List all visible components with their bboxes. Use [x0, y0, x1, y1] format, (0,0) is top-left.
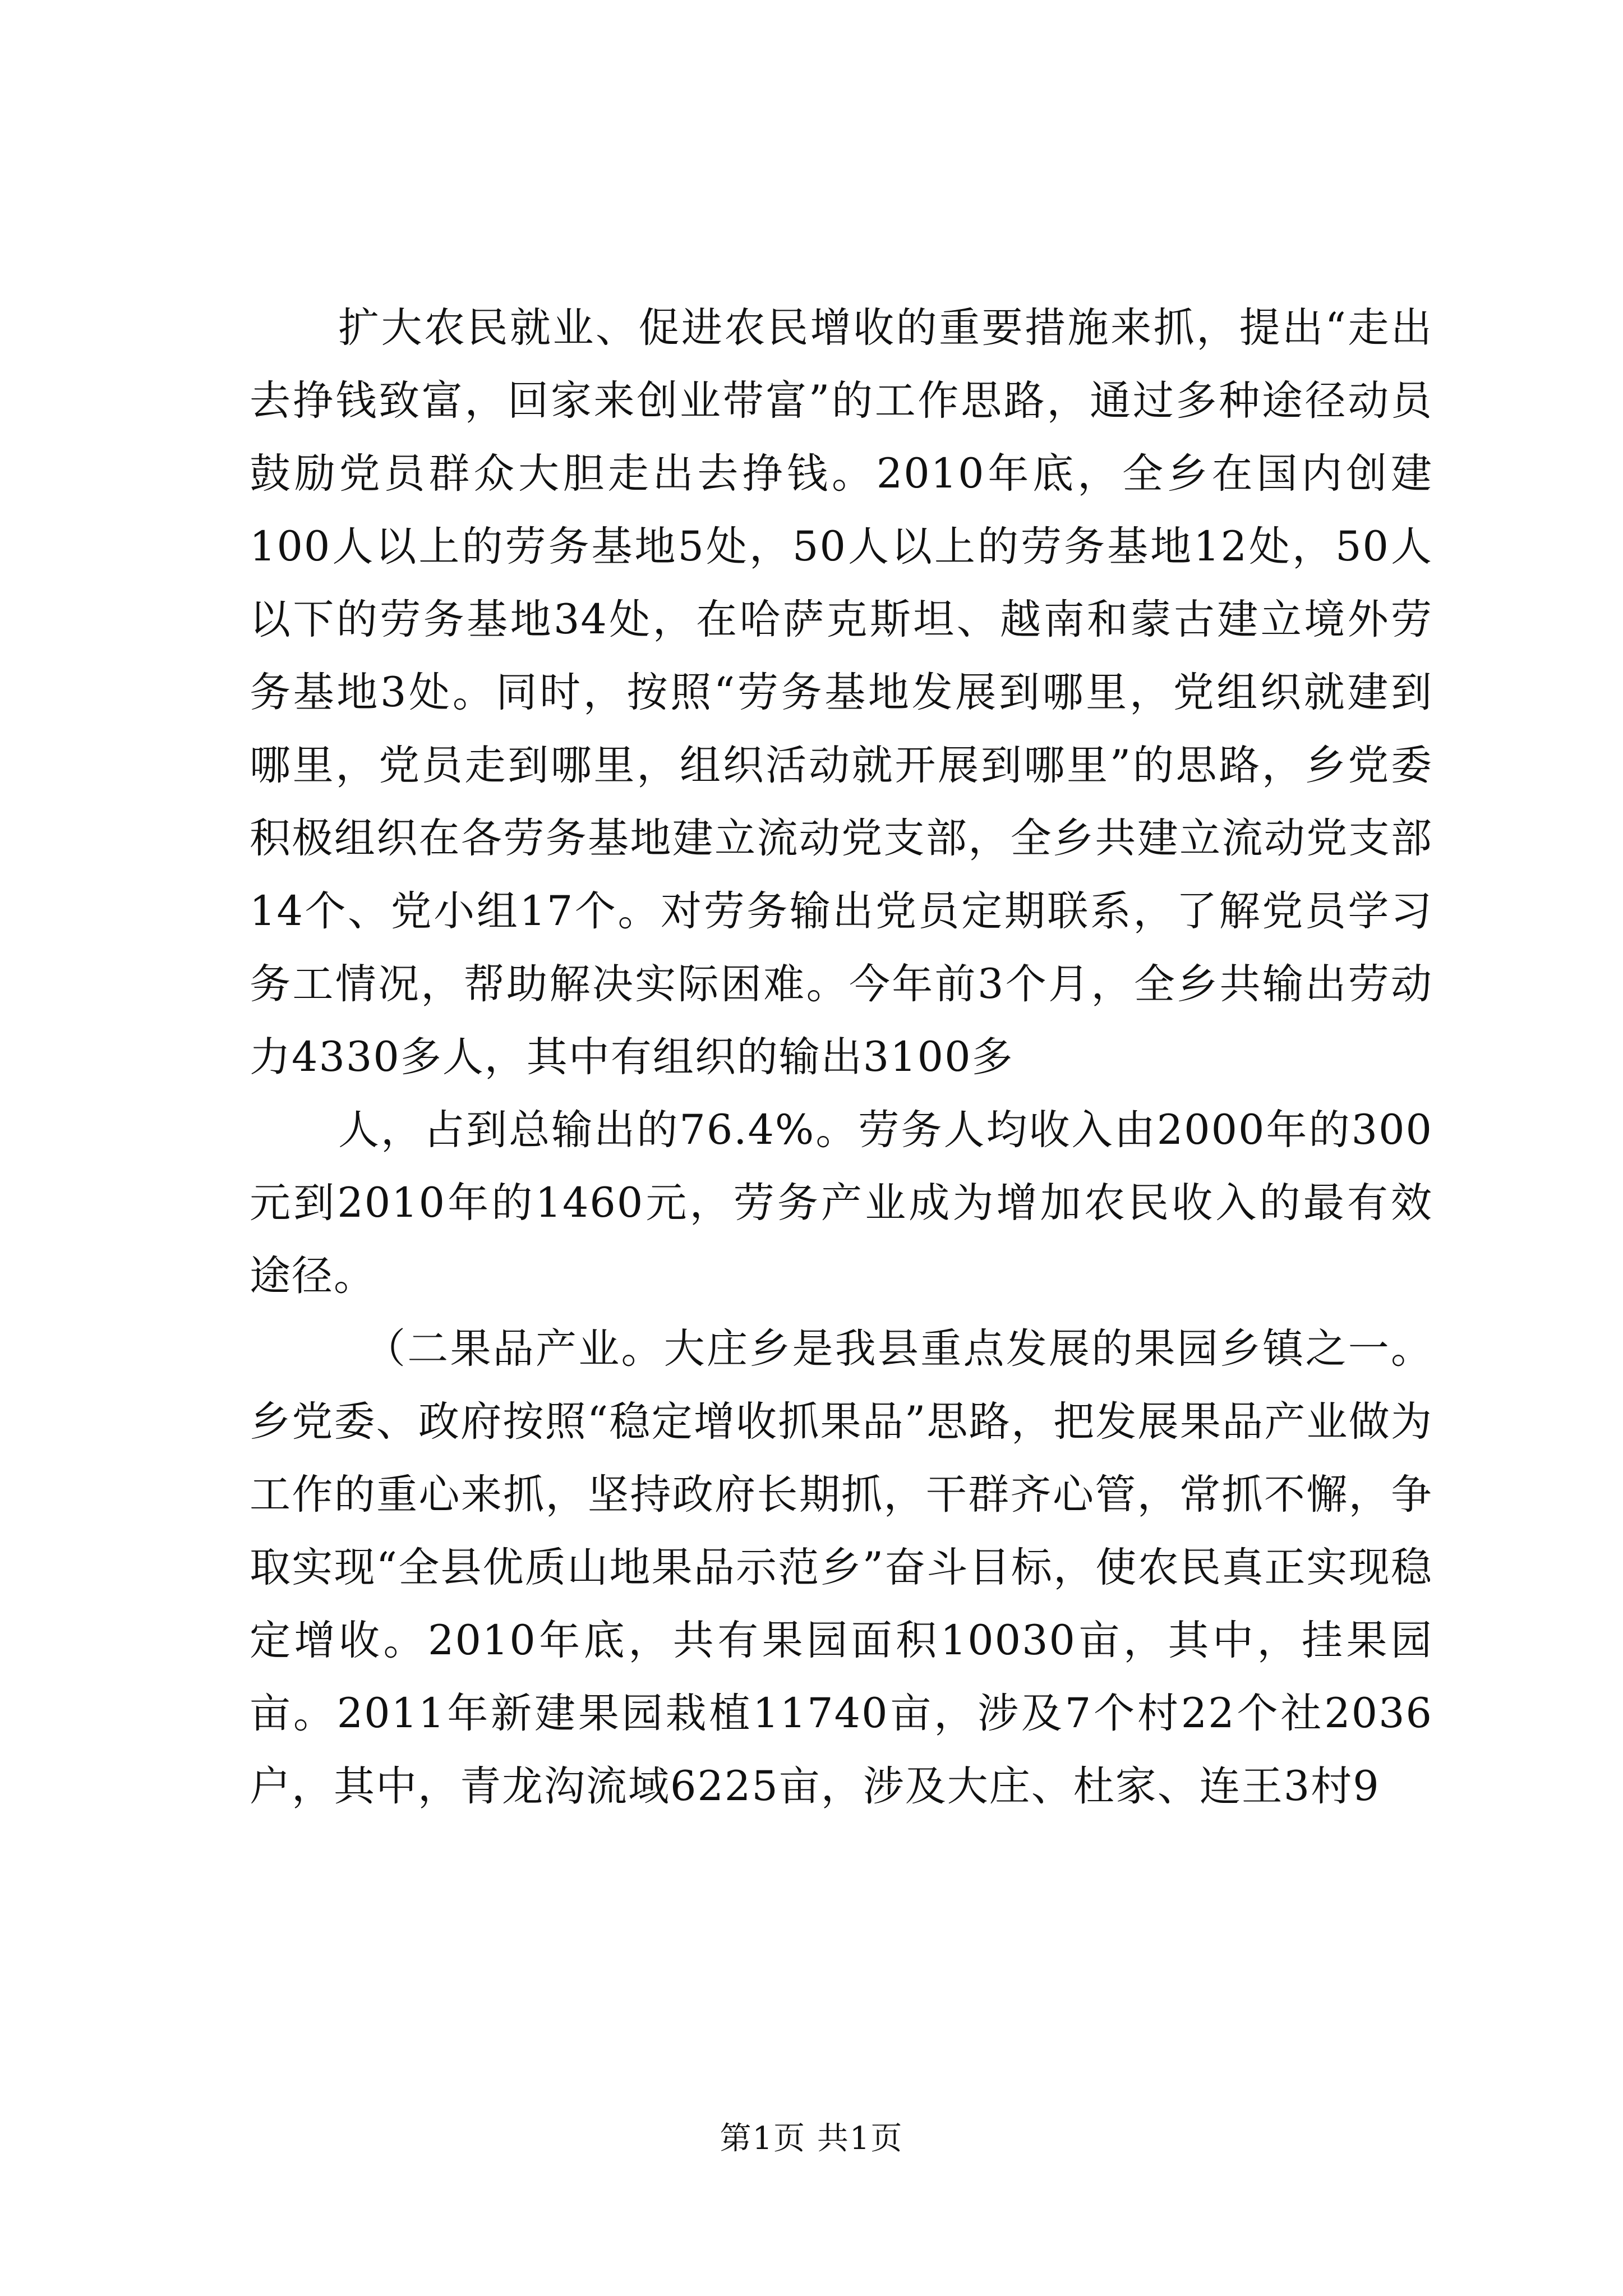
body-text: [250, 292, 1433, 1823]
page-footer: 第1页 共1页: [720, 2120, 903, 2157]
paragraph-labor-export: 扩大农民就业、促进农民增收的重要措施来抓，提出“走出去挣钱致富，回家来创业带富”的工作思路，通过多种途径动员鼓励党员群众大胆走出去挣钱。2010年底，全乡在国内创建100人以上的劳务基地5处，50人以上的劳务基地12处，50人以下的劳务基地34处，在哈萨克斯坦、越南和蒙古建立境外劳务基地3处。同时，按照“劳务基地发展到哪里，党组织就建到哪里，党员走到哪里，组织活动就开展到哪里”的思路，乡党委积极组织在各劳务基地建立流动党支部，全乡共建立流动党支部14个、党小组17个。对劳务输出党员定期联系，了解党员学习务工情况，帮助解决实际困难。今年前3个月，全乡共输出劳动力4330多人，其中有组织的输出3100多: [250, 304, 1433, 1081]
paragraph-fruit-industry: （二果品产业。大庄乡是我县重点发展的果园乡镇之一。乡党委、政府按照“稳定增收抓果品”思路，把发展果品产业做为工作的重心来抓，坚持政府长期抓，干群齐心管，常抓不懈，争取实现“全县优质山地果品示范乡”奋斗目标，使农民真正实现稳定增收。2010年底，共有果园面积10030亩，其中，挂果园亩。2011年新建果园栽植11740亩，涉及7个村22个社2036户，其中，青龙沟流域6225亩，涉及大庄、杜家、连王3村9: [250, 1325, 1433, 1810]
paragraph-labor-income: 人，占到总输出的76.4%。劳务人均收入由2000年的300元到2010年的1460元，劳务产业成为增加农民收入的最有效途径。: [250, 1106, 1433, 1300]
